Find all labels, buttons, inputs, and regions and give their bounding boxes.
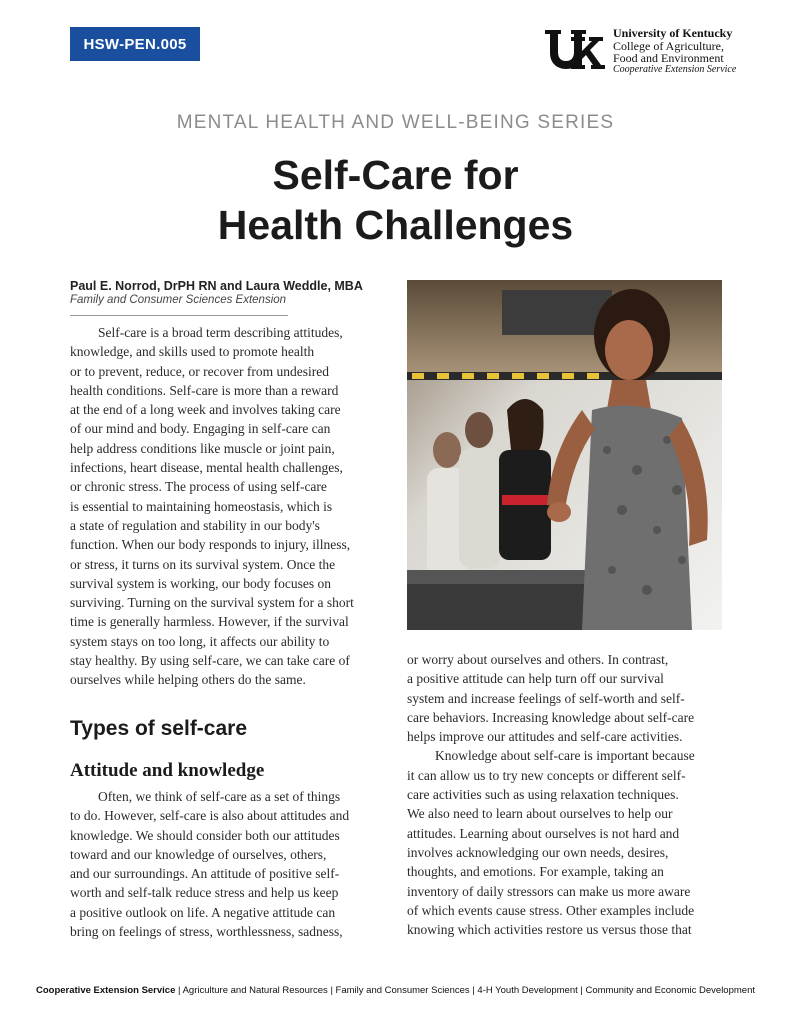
attitude-line: Often, we think of self-care as a set of things — [98, 789, 341, 804]
uk-logo-text — [613, 27, 748, 76]
title-line-2: Health Challenges — [217, 202, 574, 248]
attitude-paragraph — [70, 787, 385, 941]
logo-line-food: Food and Environment — [613, 51, 724, 65]
intro-paragraph — [70, 323, 385, 690]
intro-column — [70, 323, 385, 690]
intro-line: time is generally harmless. However, if the survival — [70, 614, 349, 630]
right-line: Knowledge about self-care is important because — [435, 748, 695, 764]
intro-line: infections, heart disease, mental health challenges, — [70, 460, 343, 476]
intro-line: help address conditions like muscle or joint pain, — [70, 440, 335, 456]
attitude-line: to do. However, self-care is also about attitudes and — [70, 808, 350, 824]
affiliation: Family and Consumer Sciences Extension — [70, 294, 287, 306]
logo-line-college: College of Agriculture, — [613, 39, 724, 53]
right-line: of which events cause stress. Other examples include — [407, 902, 695, 918]
intro-line: surviving. Turning on the survival system for a short — [70, 595, 354, 611]
title-line-1: Self-Care for — [272, 152, 519, 198]
right-line: inventory of daily stressors can make us more aware — [407, 883, 691, 899]
intro-line: or chronic stress. The process of using self-care — [70, 479, 327, 495]
right-line: system and increase feelings of self-worth and self- — [407, 690, 685, 706]
photo-illustration — [407, 280, 722, 630]
right-line: a positive attitude can help turn off our survival — [407, 671, 664, 687]
publication-code-badge: HSW-PEN.005 — [70, 27, 200, 61]
intro-line: is essential to maintaining homeostasis, which is — [70, 498, 333, 514]
knowledge-paragraph — [407, 746, 722, 939]
subsection-heading-attitude: Attitude and knowledge — [70, 760, 265, 781]
section-heading-types: Types of self-care — [70, 717, 248, 740]
series-label: MENTAL HEALTH AND WELL-BEING SERIES — [176, 112, 615, 133]
intro-line: or to prevent, reduce, or recover from undesired — [70, 363, 330, 379]
right-line: or worry about ourselves and others. In contrast, — [407, 652, 669, 667]
intro-line: stay healthy. By using self-care, we can take care of — [70, 653, 350, 669]
attitude-line: worth and self-talk reduce stress and help us keep — [70, 885, 339, 901]
right-line: involves acknowledging our own needs, desires, — [407, 844, 669, 860]
right-line: attitudes. Learning about ourselves is not hard and — [407, 825, 680, 841]
right-line: helps improve our attitudes and self-care activities. — [407, 729, 683, 745]
intro-line: or stress, it turns on its survival system. Once the — [70, 556, 336, 572]
attitude-line: knowledge. We should consider both our attitudes — [70, 827, 340, 843]
attitude-line: bring on feelings of stress, worthlessness, sadness, — [70, 924, 343, 940]
intro-line: at the end of a long week and involves taking care — [70, 402, 341, 418]
intro-line: health conditions. Self-care is more than a reward — [70, 382, 339, 398]
intro-line: a state of regulation and stability in our body's — [70, 517, 320, 533]
attitude-line: toward and our knowledge of ourselves, others, — [70, 846, 327, 862]
right-line: We also need to learn about ourselves to help our — [407, 806, 673, 822]
document-title — [0, 150, 791, 250]
intro-line: knowledge, and skills used to promote health — [70, 344, 315, 360]
attitude-continued-paragraph — [407, 650, 722, 746]
right-line: thoughts, and emotions. For example, taking an — [407, 864, 664, 880]
intro-line: ourselves while helping others do the same. — [70, 672, 306, 688]
footer-rest: | Agriculture and Natural Resources | Family and Consumer Sciences | 4-H Youth Development | Community and Economic Development — [175, 985, 755, 996]
attitude-column-right — [407, 650, 722, 939]
attitude-line: a positive outlook on life. A negative attitude can — [70, 904, 336, 920]
attitude-line: and our surroundings. An attitude of positive self- — [70, 866, 340, 882]
uk-logo-icon — [543, 27, 605, 73]
intro-line: system stays on too long, it affects our ability to — [70, 633, 330, 649]
right-line: care activities such as using relaxation techniques. — [407, 787, 679, 803]
footer-lead: Cooperative Extension Service — [35, 985, 176, 996]
logo-line-university: University of Kentucky — [613, 26, 733, 40]
footer-program-areas — [0, 985, 791, 996]
intro-line: of our mind and body. Engaging in self-care can — [70, 421, 331, 437]
authors: Paul E. Norrod, DrPH RN and Laura Weddle, MBA — [70, 279, 363, 293]
right-line: it can allow us to try new concepts or different self- — [407, 767, 686, 783]
intro-line: survival system is working, our body focuses on — [70, 575, 331, 591]
attitude-column-left — [70, 787, 385, 941]
treadmill-exercise-photo — [407, 280, 722, 630]
intro-line: function. When our body responds to injury, illness, — [70, 537, 351, 553]
right-line: care behaviors. Increasing knowledge about self-care — [407, 709, 695, 725]
logo-line-extension: Cooperative Extension Service — [613, 64, 737, 75]
intro-line: Self-care is a broad term describing attitudes, — [98, 325, 343, 340]
right-line: knowing which activities restore us versus those that — [407, 922, 692, 938]
uk-logo — [543, 27, 743, 77]
author-divider — [70, 315, 288, 316]
